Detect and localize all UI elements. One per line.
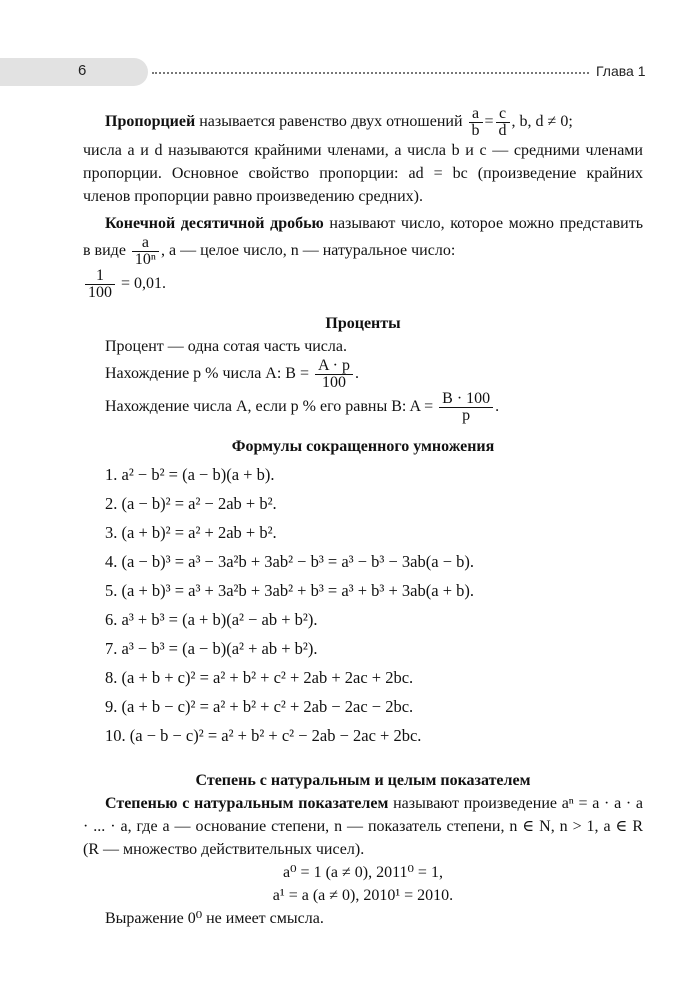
frac-num: 1 xyxy=(85,268,115,285)
percent-formula-1-label: Нахождение p % числа A: B = xyxy=(105,365,309,383)
decimal-text: называют число, которое можно представить в виде xyxy=(83,215,643,260)
proportion-continuation: числа a и d называются крайними членами, а числа b и c — средними членами пропорции. Основное свойство пропорции: ad = bc (произведение крайних членов пропорции равно произведению средних). xyxy=(83,142,643,205)
percent-formula-1: Нахождение p % числа A: B = $\frac{A \cdot p}{100}$ . xyxy=(105,357,359,391)
power-example-2: a¹ = a (a ≠ 0), 2010¹ = 2010. xyxy=(272,887,454,904)
fraction-ap-over-100 xyxy=(315,358,353,391)
fraction-a-over-b xyxy=(469,106,483,139)
power-term: Степенью с натуральным показателем xyxy=(105,795,389,812)
power-zero-note: Выражение 0⁰ не имеет смысла. xyxy=(105,910,324,927)
power-example-1: a⁰ = 1 (a ≠ 0), 2011⁰ = 1, xyxy=(283,864,443,881)
formula-item-10: 10. (a − b − c)² = a² + b² + c² − 2ab − 2ac + 2bc. xyxy=(105,726,422,745)
page-number: 6 xyxy=(78,62,87,79)
decimal-paragraph xyxy=(83,212,643,268)
frac-den: d xyxy=(498,122,507,139)
fraction-a-over-10n xyxy=(132,235,159,268)
frac-num: c xyxy=(496,106,510,123)
formulas-heading: Формулы сокращенного умножения xyxy=(231,438,495,455)
decimal-after: , a — целое число, n — натуральное число: xyxy=(160,242,456,260)
formula-item-9: 9. (a + b − c)² = a² + b² + c² + 2ab − 2ac − 2bc. xyxy=(105,697,414,716)
formula-item-3: 3. (a + b)² = a² + 2ab + b². xyxy=(105,523,277,542)
proportion-paragraph: Пропорцией называется равенство двух отношений $\frac{a}{b}$ = $\frac{c}{d}$ , b, d ≠ 0; xyxy=(105,105,573,139)
frac-num: a xyxy=(469,106,483,123)
power-paragraph xyxy=(83,792,643,861)
percent-definition: Процент — одна сотая часть числа. xyxy=(105,338,347,355)
formula-item-1: 1. a² − b² = (a − b)(a + b). xyxy=(105,465,275,484)
frac-num: A · p xyxy=(315,358,353,375)
formula-item-7: 7. a³ − b³ = (a − b)(a² + ab + b²). xyxy=(105,639,318,658)
fraction-1-over-100 xyxy=(85,268,115,301)
frac-num: B · 100 xyxy=(439,391,493,408)
power-text: называют произведение aⁿ = a · a · a · ... · a, где a — основание степени, n — показатель степени, n ∈ N, n > 1, a ∈ R (R — множество действительных чисел). xyxy=(83,795,643,858)
formula-item-2: 2. (a − b)² = a² − 2ab + b². xyxy=(105,494,277,513)
power-heading: Степень с натуральным и целым показателем xyxy=(195,772,531,789)
percent-formula-2-label: Нахождение числа A, если p % его равны B: A = xyxy=(105,398,434,416)
decimal-example-result: = 0,01. xyxy=(117,275,167,293)
page-number-tab xyxy=(0,58,148,86)
decimal-term: Конечной десятичной дробью xyxy=(105,215,324,232)
fraction-c-over-d xyxy=(496,106,510,139)
formula-item-5: 5. (a + b)³ = a³ + 3a²b + 3ab² + b³ = a³ + b³ + 3ab(a + b). xyxy=(105,581,474,600)
frac-num: a xyxy=(132,235,159,252)
frac-den: 100 xyxy=(322,374,346,391)
proportion-intro: называется равенство двух отношений xyxy=(195,113,467,131)
decimal-example xyxy=(83,268,643,301)
percent-formula-2: Нахождение числа A, если p % его равны B: A = $\frac{B \cdot 100}{p}$ . xyxy=(105,390,500,424)
formula-item-6: 6. a³ + b³ = (a + b)(a² − ab + b²). xyxy=(105,610,318,629)
formula-item-8: 8. (a + b + c)² = a² + b² + c² + 2ab + 2ac + 2bc. xyxy=(105,668,414,687)
frac-den: p xyxy=(462,407,471,424)
percent-heading: Проценты xyxy=(325,315,401,332)
page-header xyxy=(0,58,700,86)
proportion-condition: , b, d ≠ 0; xyxy=(511,113,573,131)
proportion-term: Пропорцией xyxy=(105,113,196,131)
formula-item-4: 4. (a − b)³ = a³ − 3a²b + 3ab² − b³ = a³ − b³ − 3ab(a − b). xyxy=(105,552,474,571)
page-content xyxy=(83,106,643,930)
frac-den: b xyxy=(471,122,480,139)
fraction-b100-over-p xyxy=(439,391,493,424)
dotted-leader xyxy=(152,72,589,74)
chapter-label: Глава 1 xyxy=(596,63,646,79)
frac-den: 10ⁿ xyxy=(134,251,156,268)
frac-den: 100 xyxy=(88,284,112,301)
